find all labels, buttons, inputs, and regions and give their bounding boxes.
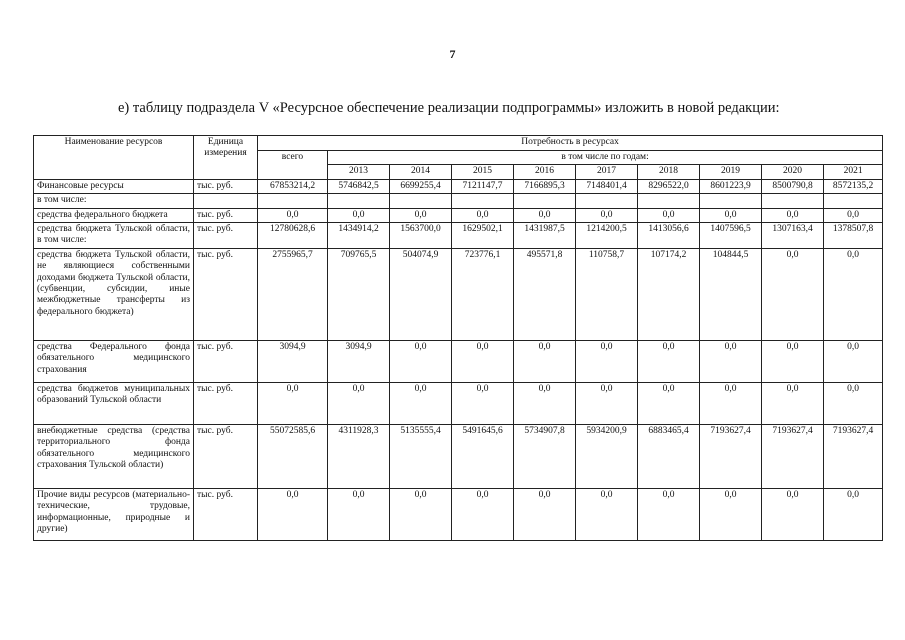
resources-table	[33, 135, 883, 541]
row-resource-name: средства Федерального фонда обязательного медицинского страхования	[34, 340, 194, 382]
row-year-value: 0,0	[762, 488, 824, 540]
row-year-value: 7193627,4	[700, 424, 762, 488]
row-year-value: 5491645,6	[452, 424, 514, 488]
row-unit: тыс. руб.	[194, 222, 258, 248]
row-year-value: 0,0	[514, 340, 576, 382]
row-unit: тыс. руб.	[194, 488, 258, 540]
header-by-years: в том числе по годам:	[328, 151, 883, 165]
row-year-value: 0,0	[514, 208, 576, 222]
row-resource-name: Прочие виды ресурсов (материально-технические, трудовые, информационные, природные и другие)	[34, 488, 194, 540]
row-year-value	[390, 194, 452, 208]
row-year-value: 110758,7	[576, 248, 638, 340]
header-row-1	[34, 136, 883, 151]
row-total: 0,0	[258, 382, 328, 424]
row-year-value: 0,0	[328, 488, 390, 540]
row-year-value: 1407596,5	[700, 222, 762, 248]
row-unit	[194, 194, 258, 208]
row-year-value: 0,0	[762, 382, 824, 424]
row-year-value: 5135555,4	[390, 424, 452, 488]
header-year: 2019	[700, 165, 762, 179]
row-year-value: 0,0	[576, 208, 638, 222]
row-year-value: 1629502,1	[452, 222, 514, 248]
row-year-value: 0,0	[514, 382, 576, 424]
row-unit: тыс. руб.	[194, 248, 258, 340]
header-year: 2020	[762, 165, 824, 179]
row-year-value: 0,0	[824, 340, 883, 382]
row-year-value	[576, 194, 638, 208]
row-year-value: 0,0	[390, 208, 452, 222]
row-year-value: 0,0	[328, 382, 390, 424]
row-year-value: 7166895,3	[514, 179, 576, 193]
row-year-value	[762, 194, 824, 208]
row-year-value: 0,0	[390, 340, 452, 382]
row-unit: тыс. руб.	[194, 179, 258, 193]
row-year-value: 1434914,2	[328, 222, 390, 248]
table-row	[34, 208, 883, 222]
row-year-value: 6883465,4	[638, 424, 700, 488]
row-year-value	[514, 194, 576, 208]
row-resource-name: средства бюджетов муниципальных образований Тульской области	[34, 382, 194, 424]
row-year-value: 723776,1	[452, 248, 514, 340]
row-year-value: 0,0	[824, 488, 883, 540]
table-row	[34, 222, 883, 248]
row-year-value: 1307163,4	[762, 222, 824, 248]
row-year-value: 6699255,4	[390, 179, 452, 193]
row-year-value: 0,0	[824, 248, 883, 340]
row-year-value: 7193627,4	[824, 424, 883, 488]
row-year-value: 1378507,8	[824, 222, 883, 248]
header-year: 2013	[328, 165, 390, 179]
page-number: 7	[449, 47, 456, 61]
row-year-value: 8572135,2	[824, 179, 883, 193]
table-row	[34, 488, 883, 540]
row-year-value: 0,0	[390, 382, 452, 424]
row-year-value: 0,0	[576, 382, 638, 424]
header-year: 2017	[576, 165, 638, 179]
row-year-value: 0,0	[452, 382, 514, 424]
row-year-value: 7148401,4	[576, 179, 638, 193]
row-year-value: 0,0	[762, 340, 824, 382]
table-row	[34, 382, 883, 424]
row-year-value: 0,0	[638, 208, 700, 222]
row-year-value: 709765,5	[328, 248, 390, 340]
row-unit: тыс. руб.	[194, 340, 258, 382]
header-year: 2016	[514, 165, 576, 179]
row-total: 0,0	[258, 488, 328, 540]
row-total: 2755965,7	[258, 248, 328, 340]
header-unit: Единица измерения	[194, 136, 258, 180]
row-year-value: 7121147,7	[452, 179, 514, 193]
row-year-value	[700, 194, 762, 208]
row-year-value: 1214200,5	[576, 222, 638, 248]
row-year-value: 495571,8	[514, 248, 576, 340]
row-year-value: 104844,5	[700, 248, 762, 340]
header-needs: Потребность в ресурсах	[258, 136, 883, 151]
row-total: 0,0	[258, 208, 328, 222]
row-year-value: 7193627,4	[762, 424, 824, 488]
row-year-value: 0,0	[762, 208, 824, 222]
row-year-value: 1413056,6	[638, 222, 700, 248]
row-year-value: 0,0	[514, 488, 576, 540]
row-year-value: 0,0	[638, 382, 700, 424]
row-year-value: 8601223,9	[700, 179, 762, 193]
row-year-value: 0,0	[700, 382, 762, 424]
row-year-value: 1563700,0	[390, 222, 452, 248]
table-row	[34, 194, 883, 208]
row-year-value	[638, 194, 700, 208]
intro-text: е) таблицу подраздела V «Ресурсное обеспечение реализации подпрограммы» изложить в новой редакции:	[118, 100, 780, 116]
row-year-value	[824, 194, 883, 208]
header-total: всего	[258, 151, 328, 180]
row-year-value: 8296522,0	[638, 179, 700, 193]
header-year: 2015	[452, 165, 514, 179]
row-year-value: 0,0	[452, 208, 514, 222]
row-resource-name: средства бюджета Тульской области, в том числе:	[34, 222, 194, 248]
row-year-value: 504074,9	[390, 248, 452, 340]
table-row	[34, 340, 883, 382]
header-year: 2014	[390, 165, 452, 179]
row-year-value: 0,0	[700, 208, 762, 222]
row-resource-name: Финансовые ресурсы	[34, 179, 194, 193]
row-year-value: 0,0	[700, 488, 762, 540]
row-year-value: 3094,9	[328, 340, 390, 382]
row-total	[258, 194, 328, 208]
row-total: 12780628,6	[258, 222, 328, 248]
header-year: 2018	[638, 165, 700, 179]
row-year-value: 0,0	[328, 208, 390, 222]
row-unit: тыс. руб.	[194, 382, 258, 424]
row-year-value	[328, 194, 390, 208]
row-total: 67853214,2	[258, 179, 328, 193]
row-year-value: 0,0	[452, 340, 514, 382]
row-year-value: 5746842,5	[328, 179, 390, 193]
row-year-value: 8500790,8	[762, 179, 824, 193]
row-year-value: 4311928,3	[328, 424, 390, 488]
header-resource-name: Наименование ресурсов	[34, 136, 194, 180]
row-unit: тыс. руб.	[194, 424, 258, 488]
row-resource-name: средства федерального бюджета	[34, 208, 194, 222]
row-resource-name: в том числе:	[34, 194, 194, 208]
table-row	[34, 424, 883, 488]
row-year-value: 0,0	[638, 488, 700, 540]
row-year-value: 0,0	[824, 208, 883, 222]
row-year-value: 0,0	[824, 382, 883, 424]
row-resource-name: внебюджетные средства (средства территориального фонда обязательного медицинского страхования Тульской области)	[34, 424, 194, 488]
row-year-value: 0,0	[390, 488, 452, 540]
row-year-value: 0,0	[576, 488, 638, 540]
row-year-value: 0,0	[700, 340, 762, 382]
row-year-value: 5734907,8	[514, 424, 576, 488]
header-year: 2021	[824, 165, 883, 179]
row-total: 3094,9	[258, 340, 328, 382]
row-total: 55072585,6	[258, 424, 328, 488]
row-year-value	[452, 194, 514, 208]
row-unit: тыс. руб.	[194, 208, 258, 222]
row-resource-name: средства бюджета Тульской области, не являющиеся собственными доходами бюджета Тульской области, (субвенции, субсидии, иные межбюджетные трансферты из федерального бюджета)	[34, 248, 194, 340]
row-year-value: 0,0	[638, 340, 700, 382]
table-body	[34, 179, 883, 540]
row-year-value: 1431987,5	[514, 222, 576, 248]
row-year-value: 0,0	[452, 488, 514, 540]
row-year-value: 0,0	[576, 340, 638, 382]
table-row	[34, 179, 883, 193]
table-row	[34, 248, 883, 340]
row-year-value: 5934200,9	[576, 424, 638, 488]
row-year-value: 107174,2	[638, 248, 700, 340]
row-year-value: 0,0	[762, 248, 824, 340]
